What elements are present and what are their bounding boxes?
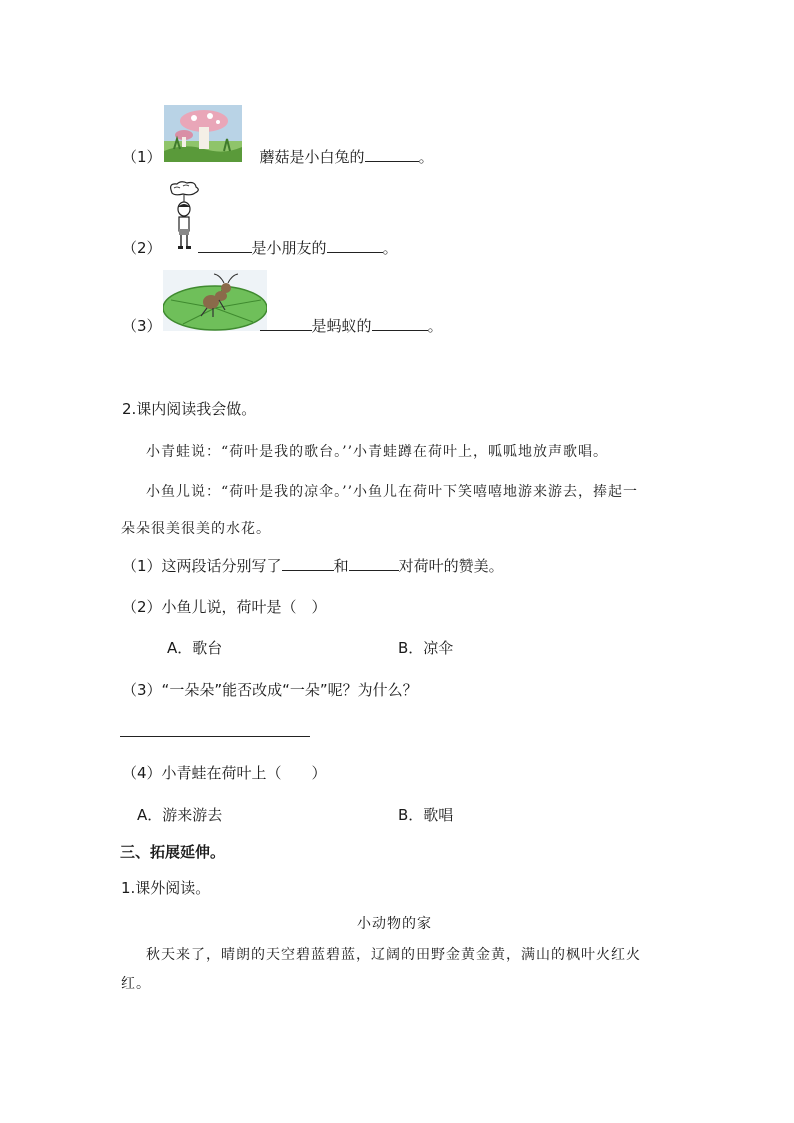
q2-paragraph-1: 小青蛙说：“荷叶是我的歌台。’’小青蛙蹲在荷叶上，呱呱地放声歌唱。 bbox=[146, 444, 609, 460]
sub1-text-c: 对荷叶的赞美。 bbox=[398, 557, 504, 575]
sub1-text-a: 这两段话分别写了 bbox=[161, 557, 282, 575]
q2-sub2-option-b[interactable]: B．凉伞 bbox=[398, 639, 454, 657]
item3-text: 是蚂蚁的 bbox=[311, 317, 372, 335]
item3-number: （3） bbox=[122, 317, 162, 335]
q1-item3 bbox=[122, 316, 443, 336]
sub1-blank-2[interactable] bbox=[349, 556, 399, 571]
q2-sub2-option-a[interactable]: A．歌台 bbox=[167, 639, 223, 657]
q2-sub4-option-b[interactable]: B．歌唱 bbox=[398, 806, 454, 824]
sub1-number: （1） bbox=[122, 557, 162, 575]
item1-blank[interactable] bbox=[365, 147, 419, 162]
q3-sub-heading: 1.课外阅读。 bbox=[121, 879, 211, 897]
q3-heading: 三、拓展延伸。 bbox=[120, 843, 226, 861]
item2-end: 。 bbox=[382, 239, 398, 257]
sub1-blank-1[interactable] bbox=[282, 556, 334, 571]
item3-blank-1[interactable] bbox=[260, 316, 312, 331]
q2-heading: 2.课内阅读我会做。 bbox=[122, 400, 257, 418]
q1-item2 bbox=[122, 238, 398, 258]
q2-paragraph-2-line-1: 小鱼儿说：“荷叶是我的凉伞。’’小鱼儿在荷叶下笑嘻嘻地游来游去，捧起一 bbox=[146, 484, 639, 500]
story-line-1: 秋天来了，晴朗的天空碧蓝碧蓝，辽阔的田野金黄金黄，满山的枫叶火红火 bbox=[146, 947, 641, 963]
q2-sub3-answer-line[interactable] bbox=[120, 736, 310, 737]
q2-sub4: （4）小青蛙在荷叶上（ ） bbox=[122, 764, 327, 782]
q2-sub3: （3）“一朵朵”能否改成“一朵”呢？为什么？ bbox=[122, 681, 418, 699]
q2-paragraph-2-line-2: 朵朵很美很美的水花。 bbox=[121, 521, 271, 537]
sub1-text-b: 和 bbox=[333, 557, 349, 575]
story-title: 小动物的家 bbox=[357, 916, 432, 932]
item2-number: （2） bbox=[122, 239, 162, 257]
q2-sub2: （2）小鱼儿说，荷叶是（ ） bbox=[122, 598, 327, 616]
item2-blank-2[interactable] bbox=[327, 238, 383, 253]
item1-number: （1） bbox=[122, 148, 162, 166]
item3-end: 。 bbox=[427, 317, 443, 335]
item1-end: 。 bbox=[418, 148, 434, 166]
item2-text: 是小朋友的 bbox=[251, 239, 327, 257]
item3-blank-2[interactable] bbox=[372, 316, 428, 331]
q2-sub4-option-a[interactable]: A．游来游去 bbox=[137, 806, 223, 824]
story-line-2: 红。 bbox=[121, 976, 151, 992]
q2-sub1 bbox=[122, 556, 504, 576]
item2-blank-1[interactable] bbox=[198, 238, 252, 253]
q1-item1 bbox=[122, 147, 434, 167]
item1-text: 蘑菇是小白兔的 bbox=[259, 148, 365, 166]
